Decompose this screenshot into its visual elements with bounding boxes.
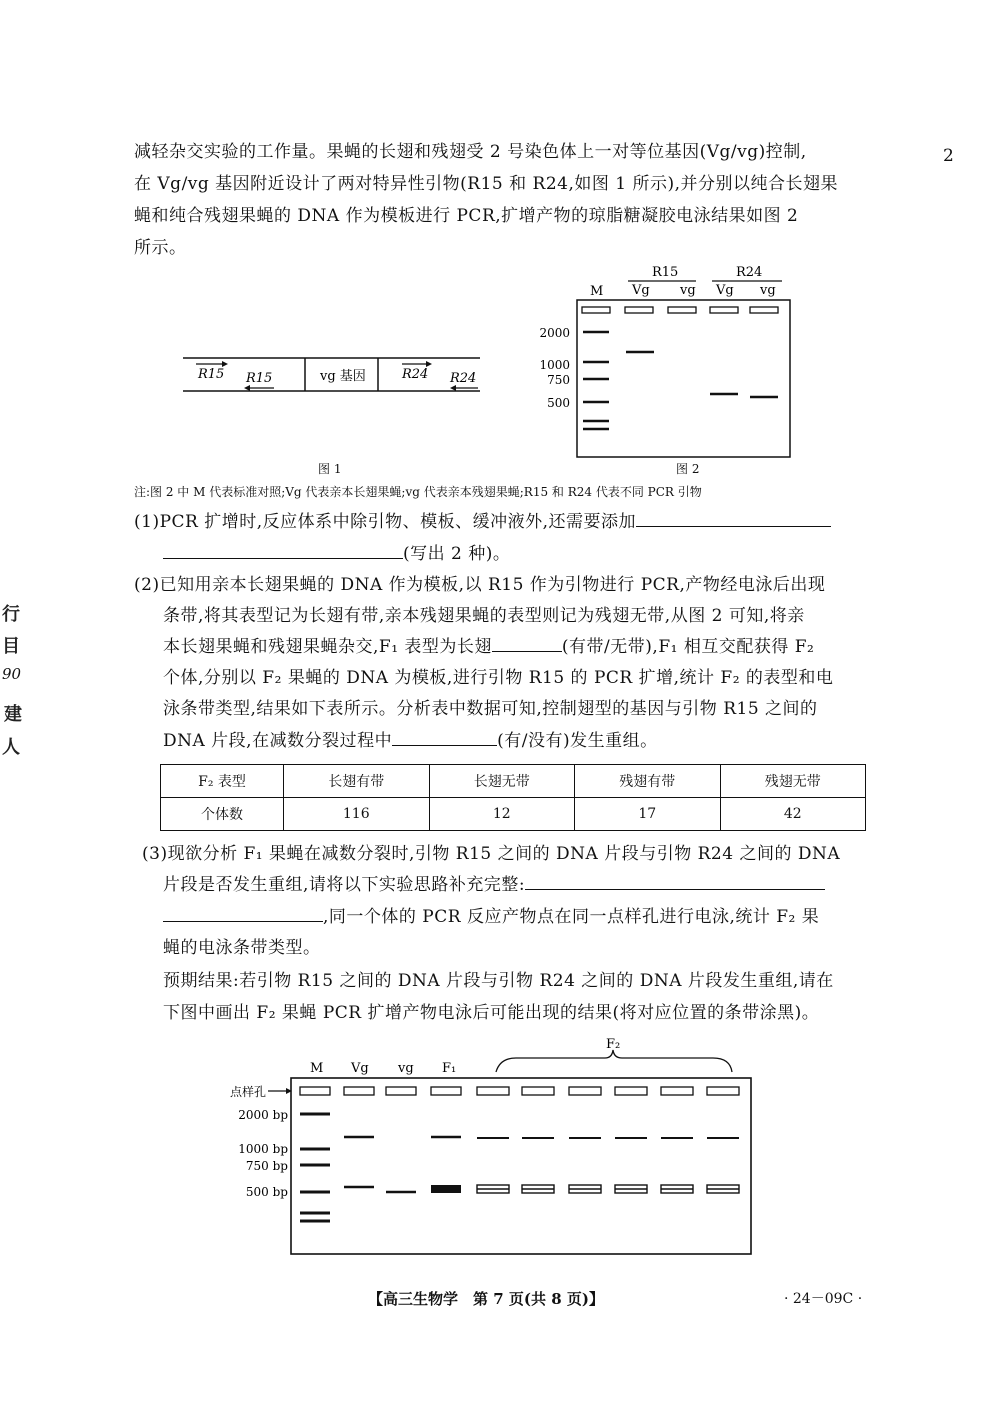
q2-line-6	[163, 725, 658, 757]
side-page-number: 2	[943, 146, 955, 166]
q2-line-4: 个体,分别以 F₂ 果蝇的 DNA 为模板,进行引物 R15 的 PCR 扩增,统计 F₂ 的表型和电	[163, 668, 834, 688]
q2-line-3-b: (有带/无带),F₁ 相互交配获得 F₂	[561, 637, 815, 657]
fig2-marker-1000: 1000	[539, 358, 570, 372]
q1-text: (1)PCR 扩增时,反应体系中除引物、模板、缓冲液外,还需要添加	[134, 512, 637, 532]
intro-line-1: 减轻杂交实验的工作量。果蝇的长翅和残翅受 2 号染色体上一对等位基因(Vg/vg)控制,	[134, 142, 807, 162]
gel3-lane-vg-small: vg	[398, 1061, 414, 1076]
q1-line-2	[163, 538, 510, 570]
fig2-marker-2000: 2000	[539, 326, 570, 340]
fig2-lane-vg3: Vg	[716, 283, 734, 298]
gel3-well-label: 点样孔	[229, 1085, 266, 1099]
fig2-lane-m: M	[590, 284, 604, 299]
q2-line-2: 条带,将其表型记为长翅有带,亲本残翅果蝇的表型则记为残翅无带,从图 2 可知,将亲	[163, 606, 805, 626]
fig2-lane-vg1: Vg	[632, 283, 650, 298]
gel3-lane-f1: F₁	[442, 1061, 457, 1076]
figure-note: 注:图 2 中 M 代表标准对照;Vg 代表亲本长翅果蝇;vg 代表亲本残翅果蝇;R15 和 R24 代表不同 PCR 引物	[134, 485, 702, 499]
q1-answer-blank-a[interactable]	[636, 506, 831, 527]
gel3-marker-1000: 1000 bp	[238, 1142, 288, 1156]
q2-answer-blank-a[interactable]	[492, 631, 562, 652]
intro-line-2: 在 Vg/vg 基因附近设计了两对特异性引物(R15 和 R24,如图 1 所示),并分别以纯合长翅果	[134, 174, 839, 194]
footer-code: · 24－09C ·	[784, 1291, 863, 1307]
q2-line-6-b: (有/没有)发生重组。	[497, 731, 658, 751]
table-row	[161, 798, 866, 831]
q3-line-1: (3)现欲分析 F₁ 果蝇在减数分裂时,引物 R15 之间的 DNA 片段与引物 R24 之间的 DNA	[142, 844, 841, 864]
gel3-marker-500: 500 bp	[245, 1185, 288, 1199]
q2-line-1: (2)已知用亲本长翅果蝇的 DNA 作为模板,以 R15 作为引物进行 PCR,产物经电泳后出现	[134, 575, 826, 595]
q3-line-2-text: 片段是否发生重组,请将以下实验思路补充完整:	[163, 875, 526, 895]
figure-2-caption: 图 2	[676, 462, 700, 476]
fig2-lane-vg4: vg	[760, 283, 776, 298]
table-cell: 12	[429, 798, 575, 831]
q3-line-3	[163, 901, 819, 933]
fig2-group-r15: R15	[652, 265, 679, 280]
f2-results-table	[160, 764, 866, 831]
table-cell: 17	[575, 798, 721, 831]
fig1-r24-forward: R24	[402, 367, 429, 382]
figure-1-primer-map	[180, 350, 485, 400]
table-cell: 个体数	[161, 798, 284, 831]
margin-mark: 人	[2, 737, 20, 758]
fig1-r15-reverse: R15	[246, 371, 273, 386]
footer-page-info: 【高三生物学 第 7 页(共 8 页)】	[368, 1290, 604, 1308]
gel3-lane-vg: Vg	[351, 1061, 369, 1076]
table-cell: 116	[284, 798, 430, 831]
margin-mark: 90	[2, 665, 22, 683]
q3-line-5: 预期结果:若引物 R15 之间的 DNA 片段与引物 R24 之间的 DNA 片段发生重组,请在	[163, 971, 834, 991]
gel3-lane-m: M	[310, 1061, 324, 1076]
q3-line-6: 下图中画出 F₂ 果蝇 PCR 扩增产物电泳后可能出现的结果(将对应位置的条带涂黑)。	[163, 1003, 820, 1023]
q3-line-3-tail: ,同一个体的 PCR 反应产物点在同一点样孔进行电泳,统计 F₂ 果	[323, 907, 820, 927]
fig2-group-r24: R24	[736, 265, 763, 280]
gel3-group-f2: F₂	[606, 1037, 621, 1052]
gel3-marker-2000: 2000 bp	[238, 1108, 288, 1122]
q3-line-2	[163, 869, 825, 901]
table-header-row	[161, 765, 866, 798]
table-header-cell: 残翅有带	[575, 765, 721, 798]
intro-line-4: 所示。	[134, 238, 187, 258]
fig1-r24-reverse: R24	[450, 371, 477, 386]
q3-answer-blank-b[interactable]	[163, 901, 323, 922]
fig2-marker-500: 500	[547, 396, 570, 410]
q2-line-3-a: 本长翅果蝇和残翅果蝇杂交,F₁ 表型为长翅	[163, 637, 492, 657]
fig2-marker-750: 750	[547, 373, 570, 387]
fig1-r15-forward: R15	[198, 367, 225, 382]
q2-line-6-a: DNA 片段,在减数分裂过程中	[163, 731, 393, 751]
q2-line-5: 泳条带类型,结果如下表所示。分析表中数据可知,控制翅型的基因与引物 R15 之间的	[163, 699, 818, 719]
table-header-cell: F₂ 表型	[161, 765, 284, 798]
table-header-cell: 长翅有带	[284, 765, 430, 798]
q1-tail: (写出 2 种)。	[403, 544, 511, 564]
figure-2-gel	[530, 262, 800, 462]
margin-mark: 行	[2, 604, 20, 625]
margin-mark: 建	[4, 704, 22, 725]
q2-line-3	[163, 631, 814, 663]
q3-answer-blank-a[interactable]	[525, 869, 825, 890]
fig1-gene-label: vg 基因	[320, 369, 366, 384]
q2-answer-blank-b[interactable]	[392, 725, 497, 746]
intro-line-3: 蝇和纯合残翅果蝇的 DNA 作为模板进行 PCR,扩增产物的琼脂糖凝胶电泳结果如图 2	[134, 206, 799, 226]
figure-1-caption: 图 1	[318, 462, 342, 476]
table-cell: 42	[720, 798, 866, 831]
table-header-cell: 长翅无带	[429, 765, 575, 798]
q1-answer-blank-b[interactable]	[163, 538, 403, 559]
fig2-lane-vg2: vg	[680, 283, 696, 298]
q1-line-1	[134, 506, 831, 538]
table-header-cell: 残翅无带	[720, 765, 866, 798]
answer-gel-diagram	[220, 1034, 765, 1259]
q3-line-4: 蝇的电泳条带类型。	[163, 938, 321, 958]
margin-mark: 目	[2, 636, 20, 657]
gel3-marker-750: 750 bp	[245, 1159, 288, 1173]
